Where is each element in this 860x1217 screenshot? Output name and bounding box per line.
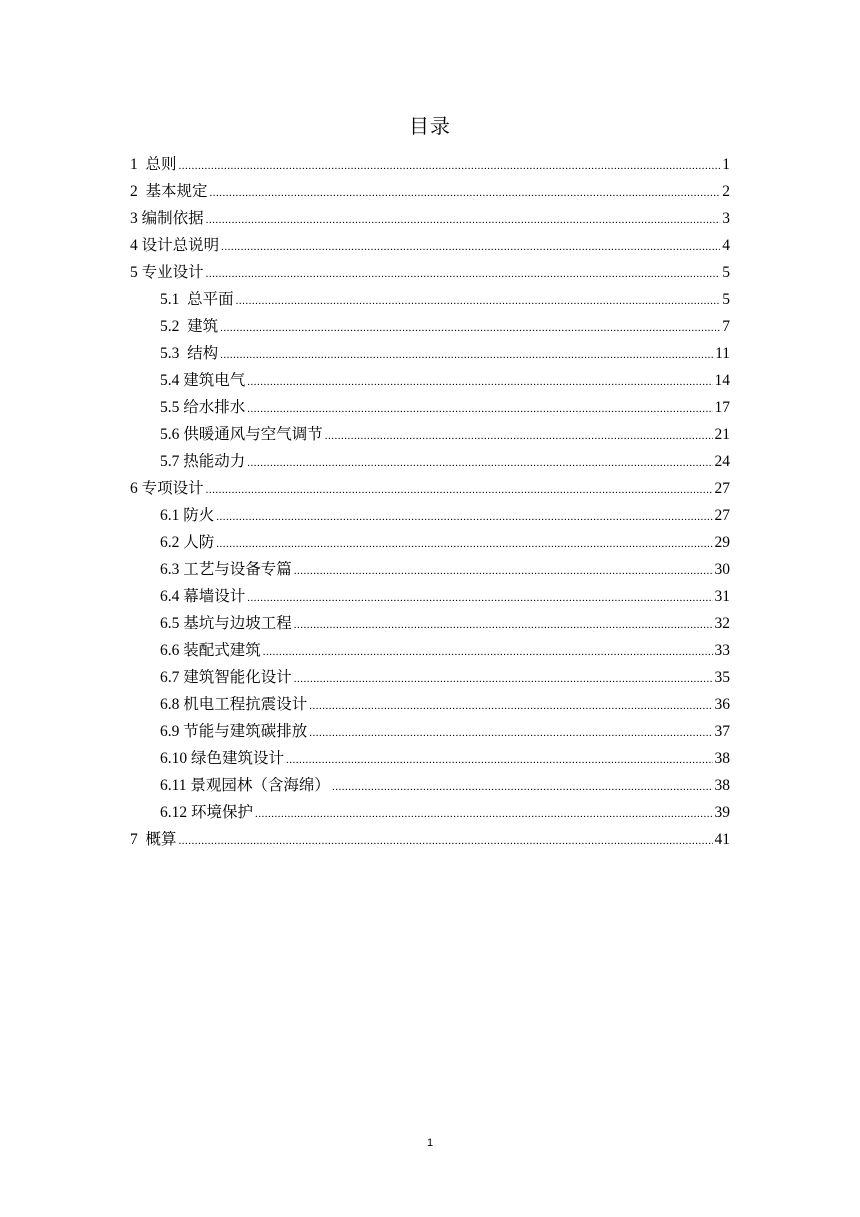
toc-entry[interactable] xyxy=(130,556,730,583)
toc-entry-label: 6 专项设计 xyxy=(130,480,204,497)
toc-entry[interactable] xyxy=(130,502,730,529)
toc-entry-label: 5.1 总平面 xyxy=(160,291,234,308)
toc-entry-label: 6.6 装配式建筑 xyxy=(160,642,261,659)
toc-entry-label: 6.2 人防 xyxy=(160,534,215,551)
toc-entry-label: 4 设计总说明 xyxy=(130,237,220,254)
toc-entry-label: 5.6 供暖通风与空气调节 xyxy=(160,426,323,443)
dot-leader xyxy=(309,720,712,747)
dot-leader xyxy=(332,774,713,801)
toc-entry-label: 6.7 建筑智能化设计 xyxy=(160,669,292,686)
toc-entry[interactable] xyxy=(130,799,730,826)
dot-leader xyxy=(294,666,713,693)
dot-leader xyxy=(206,207,721,234)
toc-entry-label: 5.3 结构 xyxy=(160,345,219,362)
toc-entry[interactable] xyxy=(130,745,730,772)
toc-entry-label: 6.11 景观园林（含海绵） xyxy=(160,777,330,794)
toc-entry-page: 29 xyxy=(714,534,730,551)
dot-leader xyxy=(247,585,712,612)
toc-entry-label: 2 基本规定 xyxy=(130,183,208,200)
toc-entry-page: 31 xyxy=(714,588,730,605)
toc-entry-label: 7 概算 xyxy=(130,831,177,848)
dot-leader xyxy=(255,801,712,828)
dot-leader xyxy=(247,369,712,396)
toc-entry-label: 5 专业设计 xyxy=(130,264,204,281)
dot-leader xyxy=(325,423,713,450)
toc-entry-label: 6.3 工艺与设备专篇 xyxy=(160,561,292,578)
toc-entry-page: 32 xyxy=(714,615,730,632)
dot-leader xyxy=(294,558,713,585)
toc-entry[interactable] xyxy=(130,313,730,340)
toc-entry[interactable] xyxy=(130,610,730,637)
toc-entry-page: 38 xyxy=(714,777,730,794)
toc-entry-label: 5.4 建筑电气 xyxy=(160,372,246,389)
toc-entry-page: 33 xyxy=(714,642,730,659)
toc-entry-page: 7 xyxy=(722,318,730,335)
dot-leader xyxy=(179,153,721,180)
toc-entry[interactable] xyxy=(130,475,730,502)
dot-leader xyxy=(216,504,712,531)
toc-entry[interactable] xyxy=(130,691,730,718)
toc-entry-label: 6.4 幕墙设计 xyxy=(160,588,246,605)
toc-entry-label: 5.7 热能动力 xyxy=(160,453,246,470)
toc-entry[interactable] xyxy=(130,718,730,745)
page-title: 目录 xyxy=(409,116,451,138)
dot-leader xyxy=(309,693,712,720)
toc-entry[interactable] xyxy=(130,232,730,259)
toc-entry-page: 5 xyxy=(722,264,730,281)
toc-entry[interactable] xyxy=(130,664,730,691)
toc-entry-page: 41 xyxy=(714,831,730,848)
dot-leader xyxy=(216,531,712,558)
toc-entry-page: 35 xyxy=(714,669,730,686)
toc-entry-page: 30 xyxy=(714,561,730,578)
toc-entry-page: 17 xyxy=(714,399,730,416)
toc-entry[interactable] xyxy=(130,178,730,205)
toc-entry[interactable] xyxy=(130,340,730,367)
dot-leader xyxy=(263,639,713,666)
toc-entry-page: 5 xyxy=(722,291,730,308)
toc-entry-label: 6.5 基坑与边坡工程 xyxy=(160,615,292,632)
toc-entry-label: 6.12 环境保护 xyxy=(160,804,254,821)
toc-entry[interactable] xyxy=(130,583,730,610)
toc-entry[interactable] xyxy=(130,367,730,394)
dot-leader xyxy=(247,450,712,477)
toc-entry-page: 1 xyxy=(722,156,730,173)
dot-leader xyxy=(221,234,720,261)
toc-entry-page: 21 xyxy=(714,426,730,443)
dot-leader xyxy=(247,396,712,423)
toc-entry[interactable] xyxy=(130,826,730,853)
toc-entry-page: 38 xyxy=(714,750,730,767)
dot-leader xyxy=(206,261,721,288)
toc-entry-label: 1 总则 xyxy=(130,156,177,173)
toc-entry-page: 27 xyxy=(714,507,730,524)
toc-entry-page: 27 xyxy=(714,480,730,497)
toc-entry[interactable] xyxy=(130,151,730,178)
toc-entry-page: 14 xyxy=(714,372,730,389)
toc-entry-label: 3 编制依据 xyxy=(130,210,204,227)
toc-entry-page: 3 xyxy=(722,210,730,227)
dot-leader xyxy=(206,477,713,504)
dot-leader xyxy=(220,342,713,369)
toc-entry-page: 36 xyxy=(714,696,730,713)
toc-entry[interactable] xyxy=(130,529,730,556)
toc-entry[interactable] xyxy=(130,394,730,421)
toc-entry-page: 24 xyxy=(714,453,730,470)
dot-leader xyxy=(286,747,712,774)
toc-entry-page: 39 xyxy=(714,804,730,821)
toc-entry[interactable] xyxy=(130,448,730,475)
toc-entry-label: 6.10 绿色建筑设计 xyxy=(160,750,285,767)
toc-entry-page: 4 xyxy=(722,237,730,254)
table-of-contents xyxy=(130,151,730,853)
toc-entry-label: 5.5 给水排水 xyxy=(160,399,246,416)
toc-entry[interactable] xyxy=(130,205,730,232)
toc-entry-page: 37 xyxy=(714,723,730,740)
toc-entry-label: 6.8 机电工程抗震设计 xyxy=(160,696,308,713)
toc-entry[interactable] xyxy=(130,286,730,313)
toc-entry-label: 6.9 节能与建筑碳排放 xyxy=(160,723,308,740)
toc-entry-label: 6.1 防火 xyxy=(160,507,215,524)
dot-leader xyxy=(220,315,720,342)
toc-entry-page: 11 xyxy=(715,345,730,362)
toc-entry[interactable] xyxy=(130,421,730,448)
dot-leader xyxy=(179,828,713,855)
dot-leader xyxy=(210,180,721,207)
toc-entry[interactable] xyxy=(130,772,730,799)
toc-entry-page: 2 xyxy=(722,183,730,200)
dot-leader xyxy=(236,288,721,315)
toc-entry-label: 5.2 建筑 xyxy=(160,318,219,335)
toc-entry[interactable] xyxy=(130,637,730,664)
toc-entry[interactable] xyxy=(130,259,730,286)
dot-leader xyxy=(294,612,713,639)
footer-page-number: 1 xyxy=(426,1137,434,1149)
